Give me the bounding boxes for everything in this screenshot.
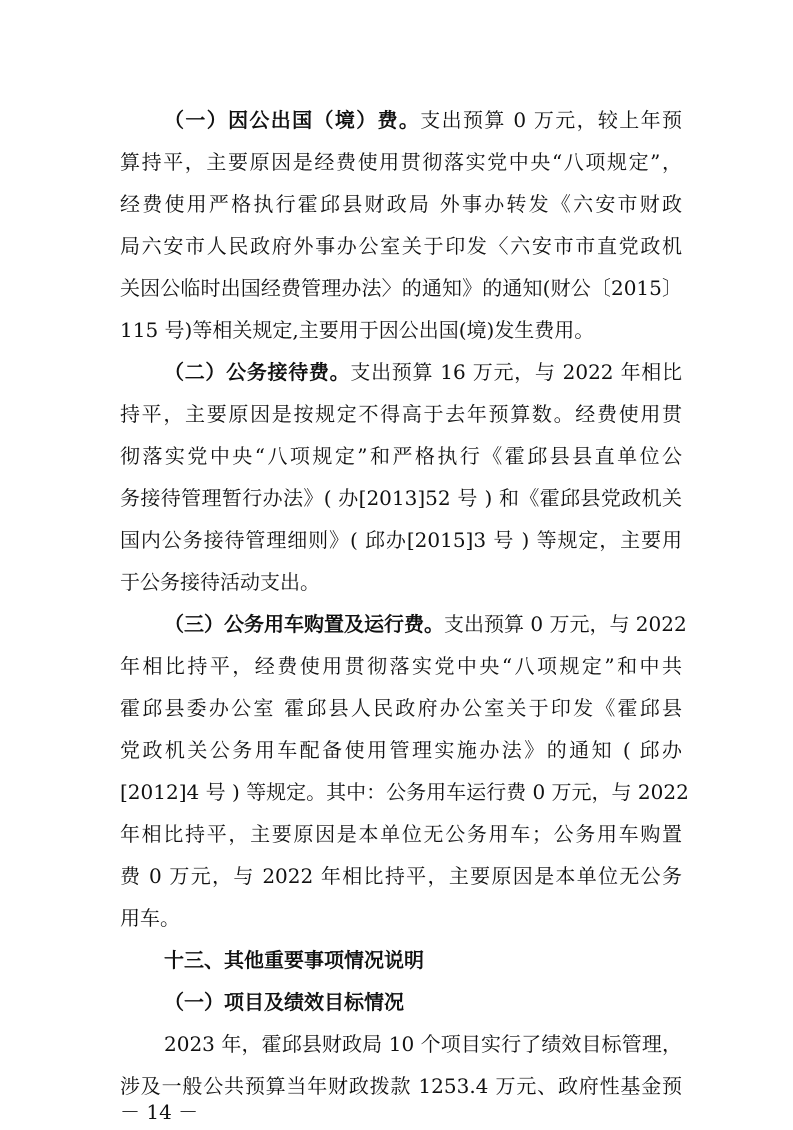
page-number: － 14 － [120,1100,199,1124]
paragraph-line: 局六安市人民政府外事办公室关于印发〈六安市市直党政机 [120,234,682,258]
paragraph-line [164,354,682,390]
paragraph-line: [2012]4 号 ) 等规定。其中：公务用车运行费 0 万元，与 2022 [120,780,689,804]
paragraph-line: 霍邱县委办公室 霍邱县人民政府办公室关于印发《霍邱县 [120,696,682,720]
section-title-reception: （二）公务接待费。 [164,360,351,384]
paragraph-line: 经费使用严格执行霍邱县财政局 外事办转发《六安市财政 [120,192,682,216]
paragraph-line: 涉及一般公共预算当年财政拨款 1253.4 万元、政府性基金预 [120,1074,682,1098]
subsection-heading: （一）项目及绩效目标情况 [164,990,404,1014]
section-title-travel: （一）因公出国（境）费。 [164,108,421,132]
paragraph-line: 党政机关公务用车配备使用管理实施办法》的通知 ( 邱办 [120,738,682,762]
section-title-vehicles: （三）公务用车购置及运行费。 [164,612,444,636]
paragraph-line: 2023 年，霍邱县财政局 10 个项目实行了绩效目标管理， [164,1032,682,1056]
paragraph-line: 用车。 [120,906,180,930]
section-heading: 十三、其他重要事项情况说明 [164,948,424,972]
paragraph-line [164,606,687,642]
paragraph-line: 持平，主要原因是按规定不得高于去年预算数。经费使用贯 [120,402,682,426]
paragraph-line: 彻落实党中央“八项规定”和严格执行《霍邱县县直单位公 [120,444,682,468]
paragraph-line: 国内公务接待管理细则》( 邱办[2015]3 号 ) 等规定，主要用 [120,528,682,552]
paragraph-line: 115 号)等相关规定,主要用于因公出国(境)发生费用。 [120,318,595,342]
paragraph-line: 年相比持平，经费使用贯彻落实党中央“八项规定”和中共 [120,654,682,678]
paragraph-text: 支出预算 0 万元，较上年预 [420,108,682,132]
paragraph-line: 务接待管理暂行办法》( 办[2013]52 号 ) 和《霍邱县党政机关 [120,486,682,510]
paragraph-text: 支出预算 16 万元，与 2022 年相比 [350,360,683,384]
paragraph-text: 支出预算 0 万元，与 2022 [444,612,687,636]
paragraph-line [164,102,682,138]
paragraph-line: 于公务接待活动支出。 [120,570,320,594]
paragraph-line: 年相比持平，主要原因是本单位无公务用车；公务用车购置 [120,822,682,846]
paragraph-line: 算持平，主要原因是经费使用贯彻落实党中央“八项规定”， [120,150,682,174]
paragraph-line: 费 0 万元，与 2022 年相比持平，主要原因是本单位无公务 [120,864,682,888]
paragraph-line: 关因公临时出国经费管理办法〉的通知》的通知(财公〔2015〕 [120,276,682,300]
